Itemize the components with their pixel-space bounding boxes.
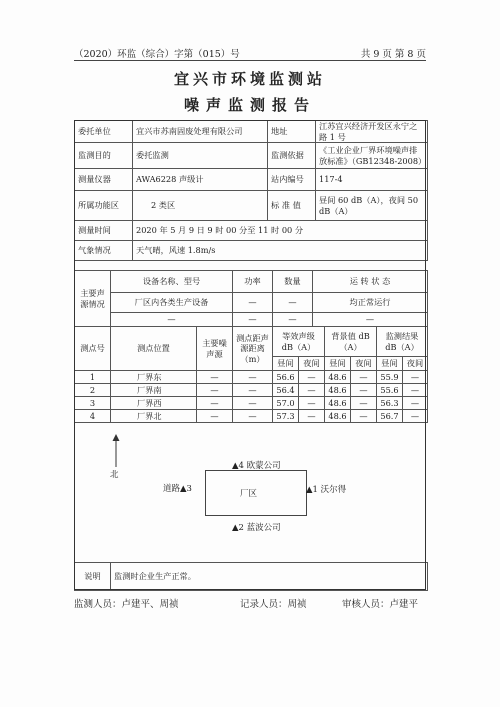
header-night: 夜间 [299, 357, 325, 371]
results-table [74, 326, 428, 423]
reviewer-signature: 审核人员：卢建平 [342, 599, 419, 610]
sources-header-status: 运 转 状 态 [313, 271, 428, 293]
basis-value: 《工业企业厂界环境噪声排放标准》（GB12348-2008） [316, 143, 428, 169]
eq-night: — [299, 397, 325, 410]
result-night: — [403, 371, 428, 384]
result-day: 56.7 [377, 410, 403, 423]
eq-day: 57.3 [273, 410, 299, 423]
eq-day: 57.0 [273, 397, 299, 410]
table-row [75, 371, 428, 384]
header-night: 夜间 [403, 357, 428, 371]
table-row [75, 313, 428, 327]
header-distance: 测点距声源距离（m） [233, 327, 273, 371]
table-row [75, 293, 428, 313]
eq-day: 56.6 [273, 371, 299, 384]
point-no: 2 [75, 384, 111, 397]
sources-label: 主要声源情况 [75, 271, 111, 327]
header-background: 背景值 dB（A） [325, 327, 377, 357]
result-day: 56.3 [377, 397, 403, 410]
limit-value: 昼间 60 dB（A），夜间 50 dB（A） [316, 191, 428, 221]
note-text: 监测时企业生产正常。 [111, 563, 428, 591]
recorder-signature: 记录人员：周祯 [240, 599, 307, 610]
bg-night: — [351, 410, 377, 423]
north-arrow-icon [110, 434, 122, 468]
bg-night: — [351, 397, 377, 410]
table-row [75, 410, 428, 423]
page-info: 共 9 页 第 8 页 [360, 49, 426, 60]
point-source: — [197, 410, 233, 423]
north-label: 北 [110, 470, 119, 480]
monitor-point-1: ▲1 沃尔得 [306, 485, 347, 495]
header-day: 昼间 [273, 357, 299, 371]
instrument-value: AWA6228 声级计 [133, 169, 268, 191]
purpose-label: 监测目的 [75, 143, 133, 169]
eq-day: 56.4 [273, 384, 299, 397]
eq-night: — [299, 410, 325, 423]
sources-header-qty: 数量 [273, 271, 313, 293]
bg-day: 48.6 [325, 371, 351, 384]
header-equivalent: 等效声级 dB（A） [273, 327, 325, 357]
point-no: 4 [75, 410, 111, 423]
monitor-point-2: ▲2 蓝波公司 [232, 523, 281, 533]
source-name: — [111, 313, 233, 327]
info-table [74, 120, 428, 261]
result-night: — [403, 410, 428, 423]
source-power: — [233, 313, 273, 327]
client-label: 委托单位 [75, 121, 133, 143]
note-label: 说明 [75, 563, 111, 591]
header-day: 昼间 [377, 357, 403, 371]
point-distance: — [233, 371, 273, 384]
source-qty: — [273, 313, 313, 327]
header-day: 昼间 [325, 357, 351, 371]
time-label: 测量时间 [75, 221, 133, 241]
header-location: 测点位置 [111, 327, 197, 371]
eq-night: — [299, 371, 325, 384]
station-number-value: 117-4 [316, 169, 428, 191]
monitor-signature: 监测人员：卢建平、周祯 [74, 599, 179, 610]
header-point-no: 测点号 [75, 327, 111, 371]
eq-night: — [299, 384, 325, 397]
point-location: 厂界东 [111, 371, 197, 384]
result-night: — [403, 397, 428, 410]
source-name: 厂区内各类生产设备 [111, 293, 233, 313]
purpose-value: 委托监测 [133, 143, 268, 169]
point-no: 1 [75, 371, 111, 384]
point-source: — [197, 384, 233, 397]
header-night: 夜间 [351, 357, 377, 371]
bg-night: — [351, 371, 377, 384]
source-qty: — [273, 293, 313, 313]
address-value: 江苏宜兴经济开发区永宁之路 1 号 [316, 121, 428, 143]
instrument-label: 测量仪器 [75, 169, 133, 191]
basis-label: 监测依据 [268, 143, 316, 169]
point-source: — [197, 397, 233, 410]
bg-day: 48.6 [325, 410, 351, 423]
result-night: — [403, 384, 428, 397]
header-divider [74, 60, 426, 61]
sources-table [74, 270, 428, 327]
table-row [75, 384, 428, 397]
monitor-point-3: 道路▲3 [163, 484, 192, 494]
document-number: （2020）环监（综合）字第（015）号 [74, 49, 240, 60]
point-location: 厂界西 [111, 397, 197, 410]
bg-day: 48.6 [325, 384, 351, 397]
address-label: 地址 [268, 121, 316, 143]
result-day: 55.6 [377, 384, 403, 397]
bg-day: 48.6 [325, 397, 351, 410]
point-distance: — [233, 384, 273, 397]
point-location: 厂界南 [111, 384, 197, 397]
header-source: 主要噪声源 [197, 327, 233, 371]
source-status: — [313, 313, 428, 327]
point-location: 厂界北 [111, 410, 197, 423]
monitor-point-4: ▲4 欧蒙公司 [232, 461, 281, 471]
report-title: 噪声监测报告 [183, 96, 316, 114]
sources-header-name: 设备名称、型号 [111, 271, 233, 293]
time-value: 2020 年 5 月 9 日 9 时 00 分至 11 时 00 分 [133, 221, 428, 241]
zone-value: 2 类区 [133, 191, 268, 221]
point-no: 3 [75, 397, 111, 410]
weather-value: 天气晴，风速 1.8m/s [133, 241, 428, 261]
station-title: 宜兴市环境监测站 [173, 70, 326, 88]
note-table [74, 562, 428, 591]
client-value: 宜兴市苏南固废处理有限公司 [133, 121, 268, 143]
result-day: 55.9 [377, 371, 403, 384]
point-source: — [197, 371, 233, 384]
bg-night: — [351, 384, 377, 397]
factory-label: 厂区 [240, 489, 258, 499]
zone-label: 所属功能区 [75, 191, 133, 221]
source-status: 均正常运行 [313, 293, 428, 313]
point-distance: — [233, 397, 273, 410]
limit-label: 标 准 值 [268, 191, 316, 221]
weather-label: 气象情况 [75, 241, 133, 261]
station-number-label: 站内编号 [268, 169, 316, 191]
point-distance: — [233, 410, 273, 423]
sources-header-power: 功率 [233, 271, 273, 293]
source-power: — [233, 293, 273, 313]
header-result: 监测结果 dB（A） [377, 327, 428, 357]
table-row [75, 397, 428, 410]
